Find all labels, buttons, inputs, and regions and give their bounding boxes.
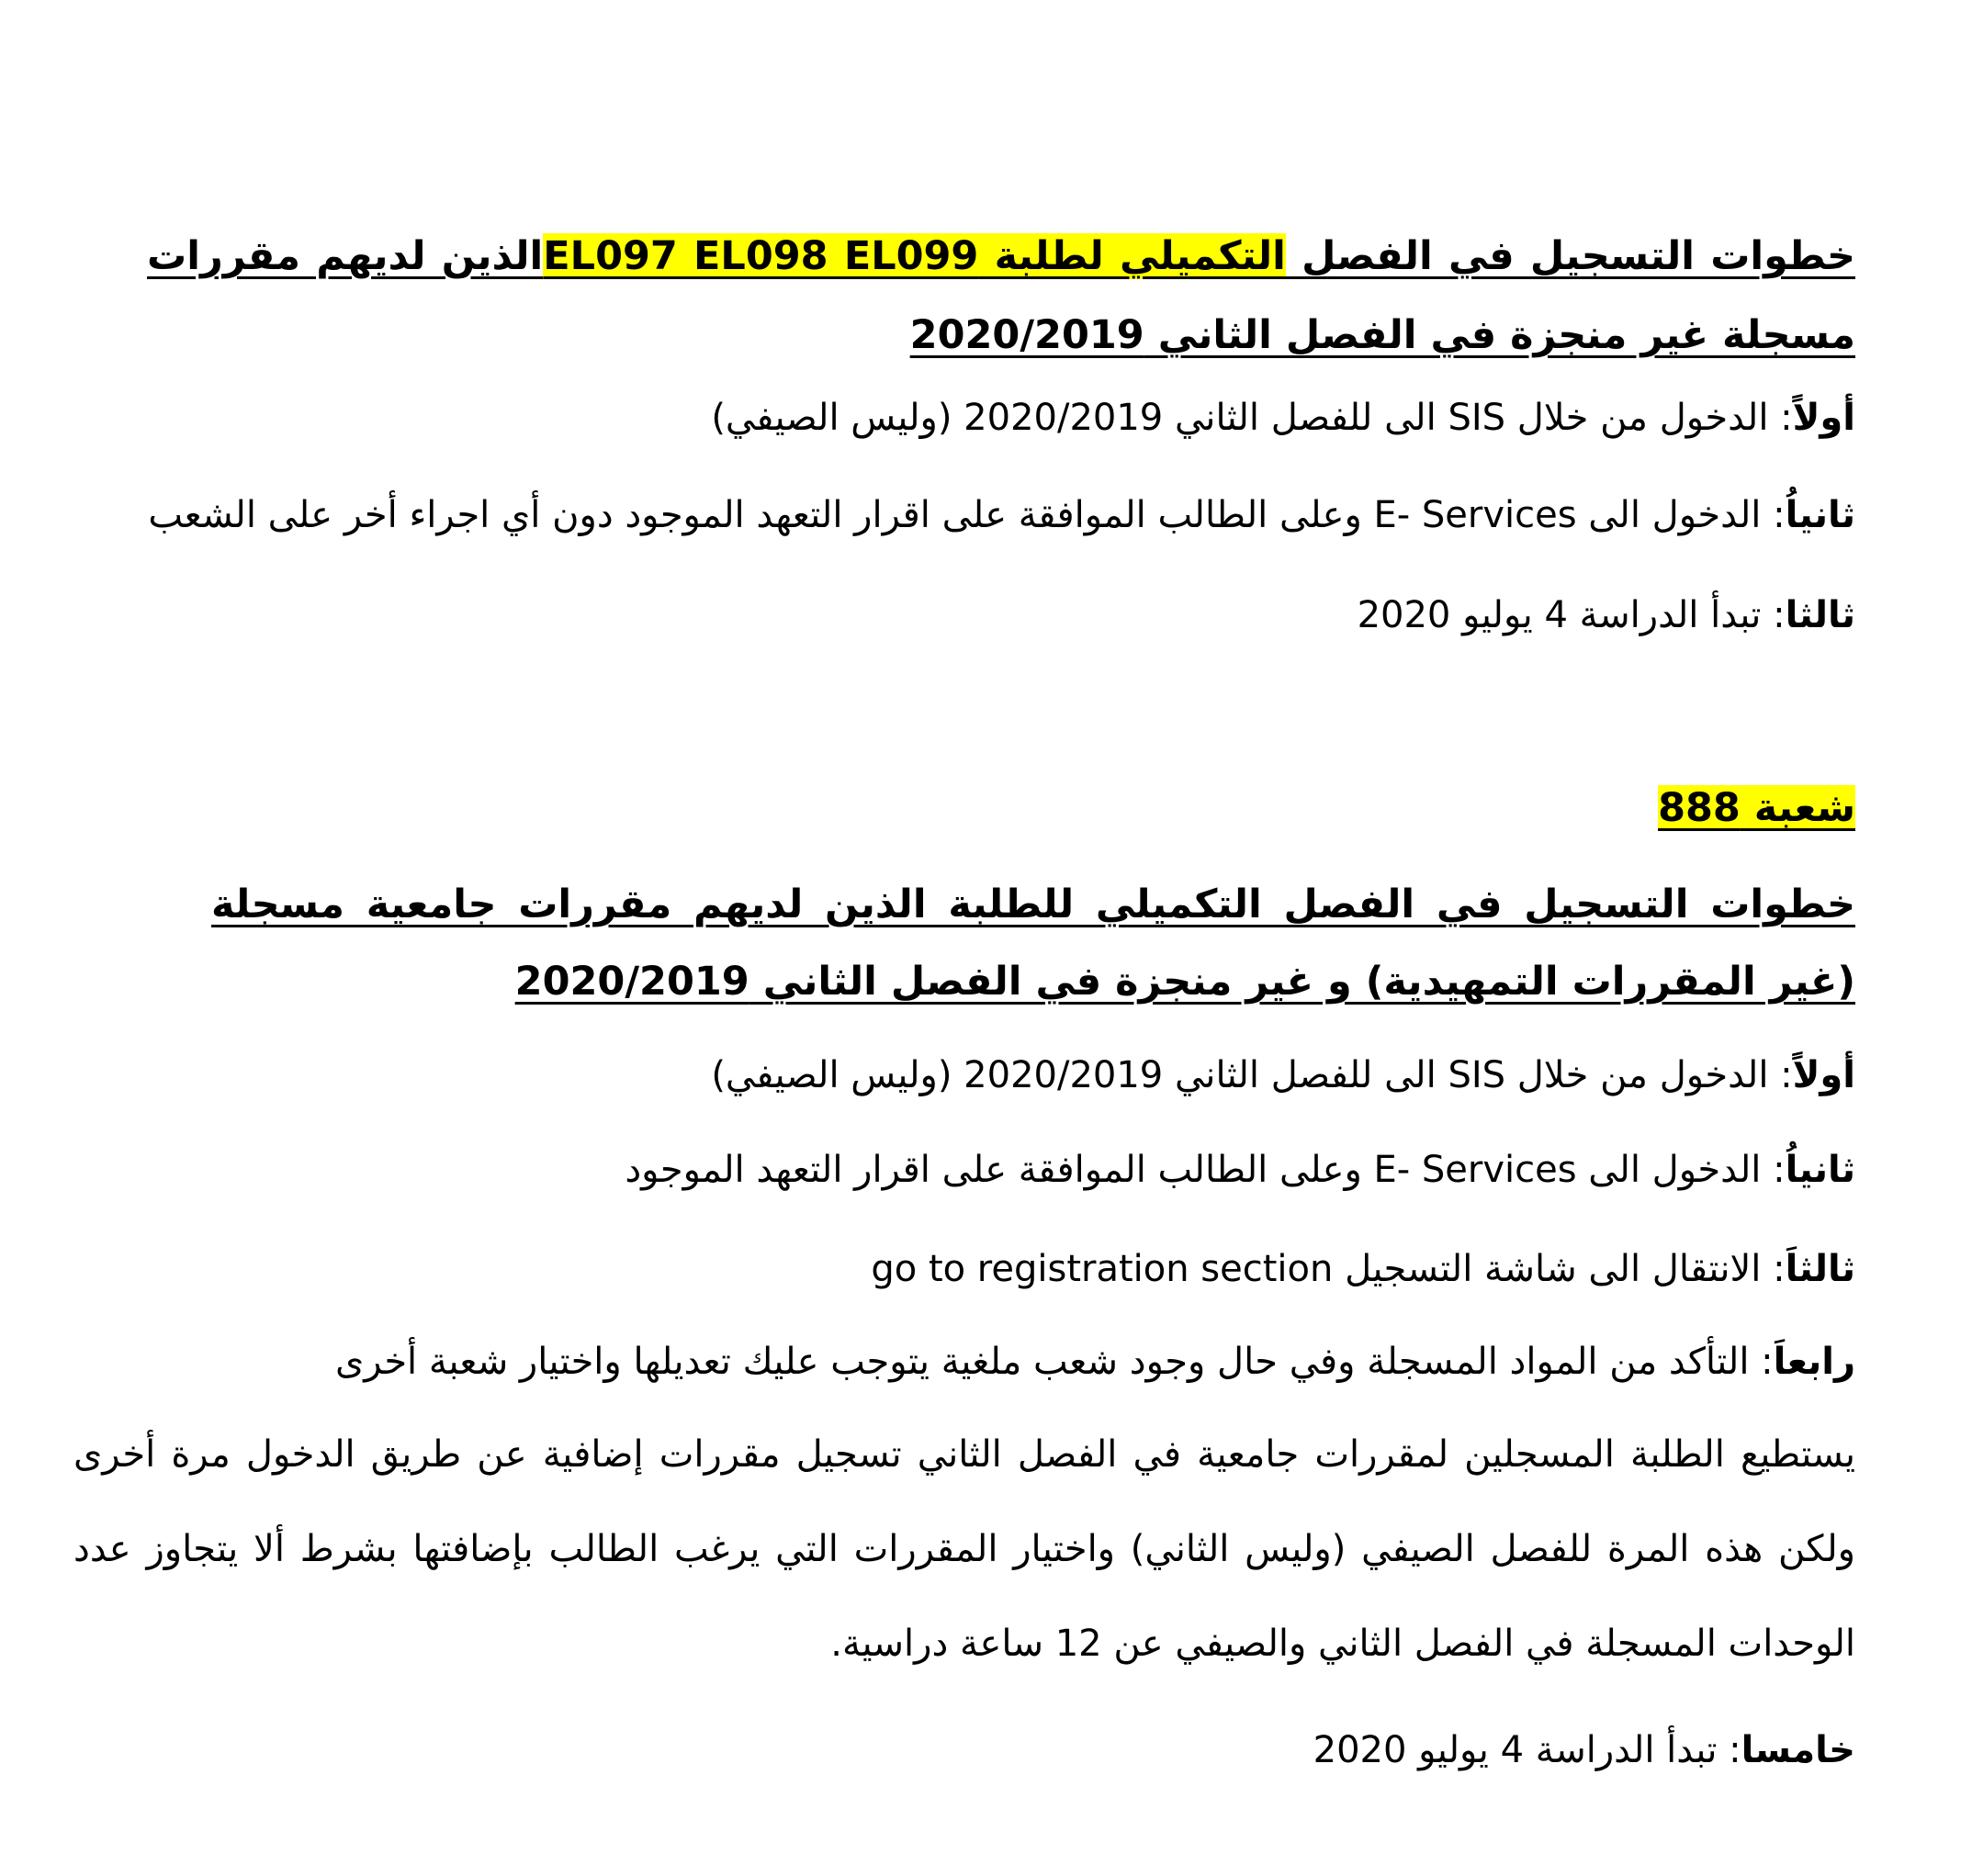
section2-step-2 (73, 1142, 1855, 1197)
section2-note: يستطيع الطلبة المسجلين لمقررات جامعية في الفصل الثاني تسجيل مقررات إضافية عن طريق الدخول مرة أخرى ولكن هذه المرة للفصل الصيفي (وليس الثاني) واختيار المقررات التي يرغب الطالب بإضافتها بشرط ألا يتجاوز عدد الوحدات المسجلة في الفصل الثاني والصيفي عن 12 ساعة دراسية. (73, 1433, 1855, 1665)
step-label: ثانياُ (1785, 1149, 1855, 1191)
step-text: : الدخول من خلال SIS الى للفصل الثاني 2020/2019 (وليس الصيفي) (711, 1054, 1793, 1096)
section2-heading: خطوات التسجيل في الفصل التكميلي للطلبة الذين لديهم مقررات جامعية مسجلة (غير المقررات التمهيدية) و غير منجزة في الفصل الثاني 2020/2019 (211, 882, 1855, 1005)
section2-step-1 (73, 1048, 1855, 1103)
step-text: : الدخول الى E- Services وعلى الطالب الموافقة على اقرار التعهد الموجود دون أي اجراء أخر على الشعب (148, 494, 1786, 536)
step-text: : الدخول من خلال SIS الى للفصل الثاني 2020/2019 (وليس الصيفي) (711, 397, 1793, 439)
section2-step-4 (73, 1334, 1855, 1389)
section2-step-5 (73, 1723, 1855, 1778)
step-text: : الدخول الى E- Services وعلى الطالب الموافقة على اقرار التعهد الموجود (625, 1149, 1786, 1191)
step-label: ثالثا (1785, 594, 1855, 636)
step-text: : تبدأ الدراسة 4 يوليو 2020 (1357, 594, 1786, 636)
step-label: ثالثاَ (1785, 1248, 1855, 1290)
step-label: ثانياُ (1785, 494, 1855, 536)
section2-label (1658, 781, 1855, 836)
step-text: : تبدأ الدراسة 4 يوليو 2020 (1313, 1729, 1741, 1771)
step-text: : التأكد من المواد المسجلة وفي حال وجود شعب ملغية يتوجب عليك تعديلها واختيار شعبة أخرى (334, 1341, 1774, 1383)
section2-step-3 (73, 1241, 1855, 1297)
step-label: أولاً (1792, 1054, 1855, 1096)
step-label: رابعاَ (1773, 1341, 1855, 1383)
section1-step-2 (73, 488, 1855, 543)
step-label: خامسا (1741, 1729, 1855, 1771)
section1-heading-highlight: التكميلي لطلبة EL097 EL098 EL099 (543, 233, 1286, 279)
section1-heading-part1: خطوات التسجيل في الفصل (1285, 233, 1855, 279)
step-label: أولاً (1792, 397, 1855, 439)
section1-heading (147, 217, 1855, 375)
section1-step-1 (73, 390, 1855, 445)
section1-heading-part3: الذين لديهم مقررات مسجلة غير منجزة في الفصل الثاني 2020/2019 (147, 233, 1855, 358)
section1-step-3 (73, 588, 1855, 643)
step-text: : الانتقال الى شاشة التسجيل go to registration section (871, 1248, 1786, 1290)
section2-label-text: شعبة 888 (1658, 785, 1855, 831)
